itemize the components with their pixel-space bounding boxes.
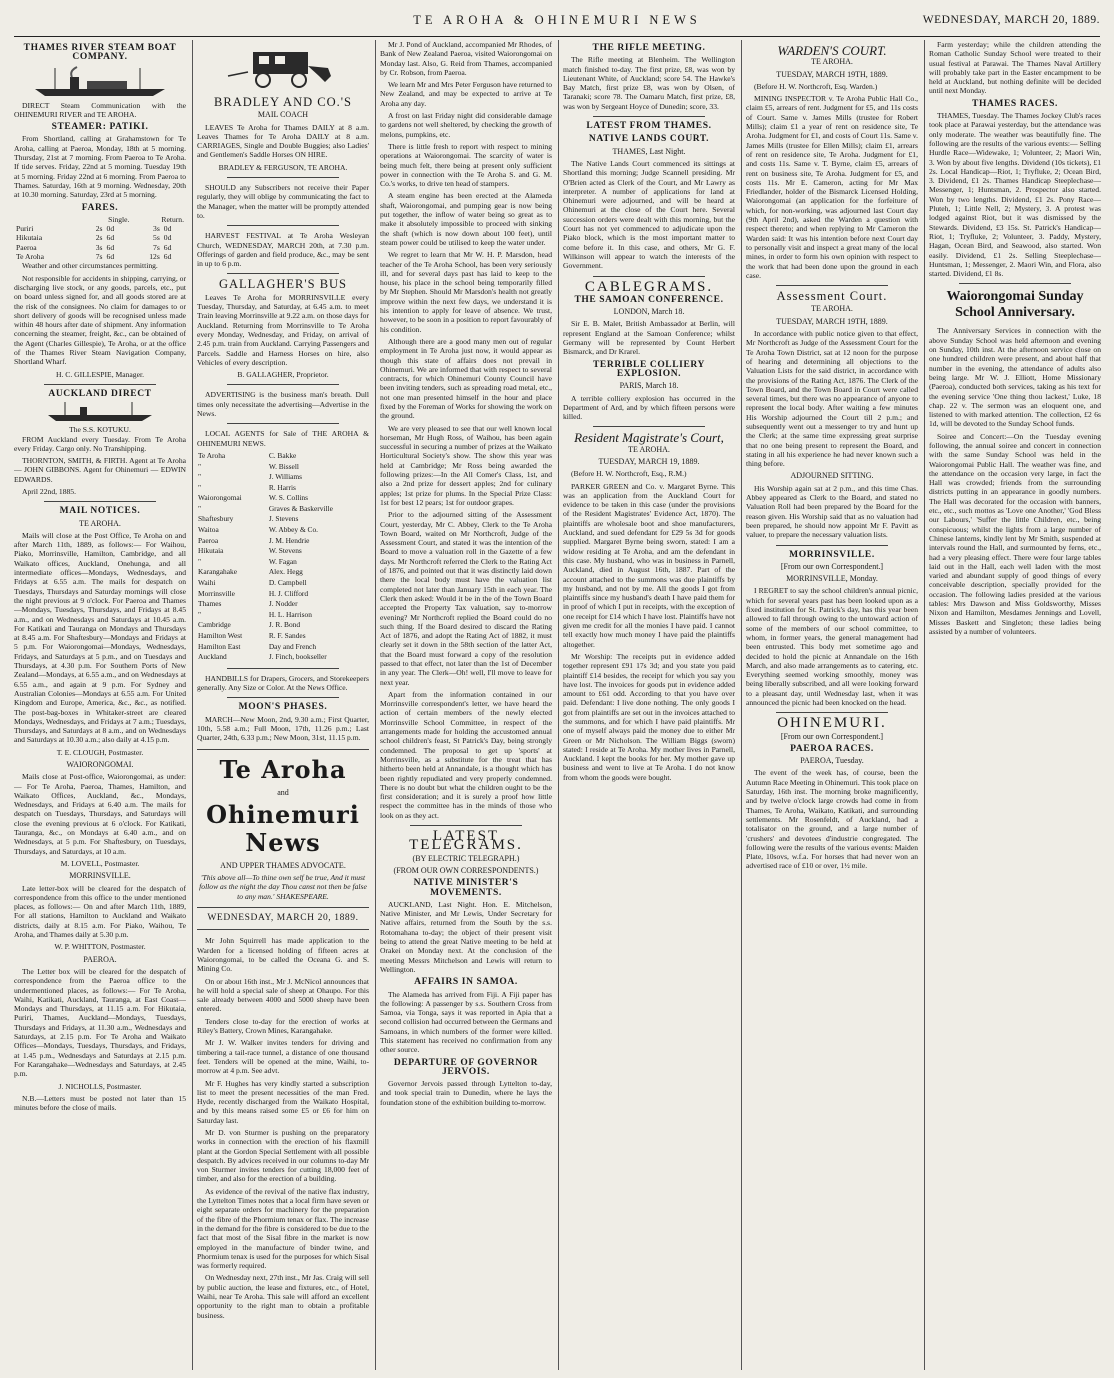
- agent-name: H. J. Clifford: [268, 588, 309, 598]
- agent-place: Karangahake: [198, 567, 237, 577]
- column-4: [563, 40, 735, 1370]
- agent-place: Morrinsville: [198, 588, 235, 598]
- fare-value: 6d: [163, 242, 172, 252]
- wardens-text: MINING INSPECTOR v. Te Aroha Public Hall Co., claim £5, arrears of rent. Judgment for £5, and 11s costs of Court. Same v. James Mills (trustee for Robert Mills); claim £1 a year of rent on residence site, Te Aroha. Judgment for £1, and costs of Court 11s. Same v. James Mills (trustee for Ellen Mills); claim £1, arrears of rent on residence site, Te Aroha. Judgment for £1, and costs 11s. Same v. T. Byrne, claim £5, arrears of rent on business site, Te Aroha. Judgment for £5, and costs 11s. Mr E. Cameron, acting for Mr Max Friedlander, holder of the Bismarck Licensed Holding, Waiorongomai (an application for the forfeiture of which, for non-working, was adjourned last Court day (9th April 2nd), asked the Warden a question with respect thereto; and when replying to Mr Cameron the Warden said: It was his intention before next Court day to personally visit and inspect a great many of the local mines, in order to form his own opinion with respect to the work that had been done upon the ground in each case.: [746, 94, 918, 280]
- agent-place: ": [198, 556, 202, 566]
- native-minister-heading: NATIVE MINISTER'S MOVEMENTS.: [413, 878, 519, 898]
- editorial-paragraph: Mr J. W. Walker invites tenders for driving and timbering a tail-race tunnel, a distance of one thousand feet. Tenders will be opened at the mine, Waihi, to-morrow at 4 p.m. See advt.: [197, 1038, 369, 1076]
- fares-table: [14, 215, 186, 261]
- editorial-paragraph: On or about 16th inst., Mr J. McNicol announces that he will hold a special sale of sheep at Ohaupo. For this sale already between 4000 and 5000 sheep have been entered.: [197, 976, 369, 1014]
- gallagher-text: Leaves Te Aroha for MORRINSVILLE every Tuesday, Thursday, and Saturday, at 6.45 a.m. to meet Train leaving Morrinsville at 9.22 a.m. on those days for Auckland. Returning from Morrinsville to Te Aroha every Monday, Wednesday, and Friday, on arrival of 2.45 p.m. train from Auckland. Carrying Passengers and Parcels. Saddle and Harness Horses on hire, also Vehicles of every description.: [197, 292, 369, 367]
- table-row: [197, 567, 369, 578]
- ohinemuri-heading: OHINEMURI.: [777, 715, 887, 732]
- table-row: [197, 504, 369, 515]
- divider: [227, 384, 339, 385]
- agent-name: D. Campbell: [268, 578, 307, 588]
- fare-value: 5s: [153, 233, 160, 243]
- rifle-heading: THE RIFLE MEETING.: [592, 43, 706, 53]
- news-paragraph: We are very pleased to see that our well known local horseman, Mr Hugh Ross, of Waihou, has been again successful in securing a number of prizes at the Waikato Horticultural Society's show. The show this year was held at Cambridge; Mr Ross being awarded the following prizes:—In the All Comer's Class, 1st, and also a 2nd prize for dessert apples; 2nd for culinary apples; 1st prize for plums. In the Special Prize Class: 1st for best 12 pears; 1st for outdoor grapes.: [380, 423, 552, 507]
- steamer-name: STEAMER: PATIKI.: [51, 122, 149, 133]
- fares-col-return: Return.: [161, 214, 184, 224]
- table-row: [197, 525, 369, 536]
- fare-value: 7s: [95, 252, 103, 262]
- table-row: [197, 610, 369, 621]
- editorial-paragraph: Tenders close to-day for the erection of works at Riley's Battery, Crown Mines, Karangahake.: [197, 1016, 369, 1036]
- masthead-quote: 'This above all—To thine own self be true, And it must follow as the night the day Thou canst not then be false to any man.' SHAKESPEARE.: [199, 873, 367, 901]
- samoan-conference-heading: THE SAMOAN CONFERENCE.: [574, 294, 724, 305]
- masthead-and: and: [277, 787, 289, 797]
- table-row: [197, 514, 369, 525]
- agent-place: Hamilton East: [198, 641, 241, 651]
- adjourned-text: His Worship again sat at 2 p.m., and this time Chas. Abbey appeared as Clerk to the Board, and stated no Valuation Roll had been prepared by the Board for the reason given. His Worship said that as no valuation had been prepared, he should now appoint Mr F. Pavitt as valuer, to prepare the necessary valuation lists.: [746, 483, 918, 540]
- agent-name: W. Bissell: [268, 461, 299, 471]
- fares-terms: Not responsible for accidents in shipping, carrying, or discharging live stock, or any goods, parcels, etc., put on board unless signed for, and all goods stored are at the risk of the consignees. No claim for damages to or short delivery of goods will be recognised unless made within 48 hours after date of shipment. Any information concerning the steamer, freight, &c., can be obtained of the Agent (Charles Gillespie), Te Aroha, or at the office of the Thames River Steam Navigation Company, Shortland Wharf.: [14, 273, 186, 367]
- divider: [227, 273, 339, 274]
- agent-place: Paeroa: [198, 535, 219, 545]
- table-row: [14, 233, 186, 242]
- morr-signature: W. P. WHITTON, Postmaster.: [54, 942, 146, 952]
- agent-name: H. L. Harrison: [268, 609, 312, 619]
- table-row: [197, 642, 369, 653]
- mail-sub-morrinsville: MORRINSVILLE.: [69, 871, 131, 881]
- magistrate-before: (Before H. W. Northcroft, Esq., R.M.): [571, 469, 687, 479]
- assessment-place: TE AROHA.: [811, 304, 853, 314]
- agent-place: Waiorongomai: [198, 493, 242, 503]
- agent-name: R. F. Sandes: [268, 631, 306, 640]
- steamship-icon: [40, 401, 160, 423]
- fare-value: 6d: [106, 233, 115, 243]
- table-row: [197, 652, 369, 663]
- news-paragraph: Mr J. Pond of Auckland, accompanied Mr Rhodes, of Bank of New Zealand Paeroa, visited Waiorongomai on Monday last. Also, G. Reid from Thames, accompanied by Cr. Robson, from Paeroa.: [380, 40, 552, 77]
- table-row: [197, 493, 369, 504]
- assessment-court-heading: Assessment Court.: [776, 289, 888, 304]
- subscriber-notice: SHOULD any Subscribers not receive their Paper regularly, they will oblige by communicating the fact to the Manager, when the matter will be promptly attended to.: [197, 183, 369, 220]
- agent-name: W. Fagan: [268, 556, 297, 566]
- fares-col-single: Single.: [108, 214, 130, 224]
- editorial-paragraph: On Wednesday next, 27th inst., Mr Jas. Craig will sell by public auction, the lease and fixtures, etc., of Hotel, Waihi, near Te Aroha. This sale will afford an excellent opportunity to the right man to obtain a profitable business.: [197, 1273, 369, 1320]
- bradley-heading: BRADLEY AND CO.'S: [214, 95, 352, 109]
- cablegrams-heading: CABLEGRAMS.: [584, 278, 714, 295]
- column-2: [197, 40, 369, 1370]
- steamer-schedule: From Shortland, calling at Grahamstown for Te Aroha, calling at Paeroa, Monday, 18th at 5 morning. Thursday, 21st at 7 morning. From Paeroa to Te Aroha. If tide serves. Friday, 22nd at 5 morning. Tuesday 19th at 5 morning. Friday 22nd at 6 morning. From Paeroa to Thames. Saturday, 16th at 9 morning. Wednesday, 20th at 10.30 morning. Saturday, 23rd at 5 morning.: [14, 134, 186, 200]
- fare-place: Puriri: [16, 224, 34, 234]
- fare-value: 7s: [153, 242, 160, 252]
- agents-table: [197, 451, 369, 663]
- newspaper-title: TE AROHA & OHINEMURI NEWS: [413, 13, 701, 27]
- editorial-paragraph: As evidence of the revival of the native flax industry, the Lyttelton Times notes that a local firm have seven or eight separate orders for machinery for the preparation of the fibre of the Phormium tenax or flax. The increase in the demand for the fibre is considered to be due to the fact that most of the Sisal fibre in the market is now employed in the manufacture of binder twine, and Phormium tenax is used for the purposes for which Sisal was formerly required.: [197, 1186, 369, 1271]
- mail-sub-waiorongomai: WAIORONGOMAI.: [66, 760, 134, 769]
- thames-intro: DIRECT Steam Communication with the OHINEMURI RIVER and TE AROHA.: [14, 100, 186, 119]
- native-lands-court-heading: NATIVE LANDS COURT.: [588, 134, 710, 145]
- news-paragraph: A frost on last Friday night did considerable damage to gardens not well sheltered, by checking the growth of melons, pumpkins, etc.: [380, 111, 552, 139]
- bradley-signature: BRADLEY & FERGUSON, TE AROHA.: [218, 162, 348, 172]
- divider: [227, 225, 339, 226]
- fare-place: Paeroa: [16, 242, 37, 252]
- table-row: [197, 589, 369, 600]
- waior-signature: M. LOVELL, Postmaster.: [60, 858, 140, 868]
- telegrams-sub: (BY ELECTRIC TELEGRAPH.): [412, 853, 520, 863]
- table-row: [197, 536, 369, 547]
- magistrate-court-heading: Resident Magistrate's Court,: [574, 430, 724, 446]
- table-row: [197, 557, 369, 568]
- column-rule: [924, 40, 925, 1370]
- paeroa-text: The Letter box will be cleared for the despatch of correspondence from the Paeroa office to the undermentioned places, as follows:— For Te Aroha, Waihi, Katikati, Auckland, Tauranga, at East Coast—Mondays and Thursdays, at 11.15 a.m. For Hikutaia, Puriri, Thames, Auckland—Mondays, Tuesdays, Thursdays and Fridays, at 11.30 a.m., Wednesdays and Saturdays, at 2.15 p.m. For Te Aroha and Waikato Offices—Mondays, Tuesdays, Thursdays, and Fridays, at 1.45 p.m., Wednesdays and Saturdays at 2.15 p.m. For Karangahake—Wednesdays and Saturdays, at 2.45 p.m.: [14, 966, 186, 1079]
- masthead-ohinemuri-news: Ohinemuri News: [206, 799, 360, 857]
- agent-place: Shaftesbury: [198, 514, 234, 524]
- table-row: [197, 620, 369, 631]
- header-date: WEDNESDAY, MARCH 20, 1889.: [922, 14, 1100, 26]
- gallagher-signature: B. GALLAGHER, Proprietor.: [237, 370, 329, 380]
- issue-date: WEDNESDAY, MARCH 20, 1889.: [207, 913, 359, 924]
- fare-value: 2s: [95, 224, 103, 234]
- agents-heading: LOCAL AGENTS for Sale of THE AROHA & OHINEMURI NEWS.: [197, 429, 369, 448]
- fare-place: Te Aroha: [16, 252, 44, 262]
- mail-sub-te-aroha: TE AROHA.: [79, 518, 121, 528]
- mail-text: Mails will close at the Post Office, Te Aroha on and after March 11th, 1889, as follows:— For Waihou, Piako, Morrinsville, Hamilton, Cambridge, and all Waikato offices, Auckland, Onehunga, and all intermediate offices—Mondays, Wednesdays, and Fridays at 6.55 a.m. The mails for despatch on Tuesdays, Thursdays and Saturday mornings will close the night previous at 9 o'clock. For Paeroa and Thames—Mondays, Tuesdays, Thursdays, and Fridays at 8.45 a.m., and on Wednesdays and Saturdays at 10.45 a.m. For Katikati and Tauranga on Mondays and Thursdays at 8.45 a.m. For Shaftesbury—Mondays and Fridays at 5 p.m. For Waiorongomai—Mondays, Wednesdays, Fridays, and Saturdays at 5 p.m., and on Tuesdays and Thursdays, at 4.30 p.m. For Southern Ports of New Zealand—Mondays, at 6.55 a.m., and on Wednesdays at 6.55 a.m., and again at 9 p.m. For Sydney and Australian Colonies—Mondays at 6.55 a.m. For United Kingdom and Europe, America, &c., &c., as notified. The post-bag-boxes in Whitaker-street are cleared Mondays, Wednesdays, and Fridays at 7 a.m.; Tuesdays, Thursdays, and Saturdays at 8 a.m., and on Wednesdays and Saturdays at 10.30 a.m.; also daily at 4.15 p.m.: [14, 530, 186, 745]
- auckland-ship-name: The S.S. KOTUKU.: [69, 425, 131, 435]
- fare-place: Hikutaia: [16, 233, 43, 243]
- wardens-place: TE AROHA.: [811, 57, 853, 67]
- editorial-paragraph: Mr John Squirrell has made application to the Warden for a licensed holding of fifteen acres at Waiorongomai, to be called the Oceana G. and S. Mining Co.: [197, 936, 369, 974]
- divider: [776, 712, 888, 713]
- table-row: [197, 631, 369, 642]
- fare-value: 0d: [106, 224, 115, 234]
- fare-value: 3s: [153, 224, 160, 234]
- paeroa-signature: J. NICHOLLS, Postmaster.: [58, 1081, 142, 1091]
- agent-name: Graves & Baskerville: [268, 503, 333, 513]
- divider: [959, 283, 1071, 284]
- agent-place: Auckland: [198, 652, 227, 662]
- moon-text: MARCH—New Moon, 2nd, 9.30 a.m.; First Quarter, 10th, 5.58 a.m.; Full Moon, 17th, 11.26 p.m.; Last Quarter, 24th, 6.33 p.m.; New Moon, 31st, 11.15 p.m.: [197, 714, 369, 743]
- morrinsville-sub: [From our own Correspondent.]: [780, 561, 884, 571]
- news-paragraph: Apart from the information contained in our Morrinsville correspondent's letter, we have heard the action of certain members of the newly elected Morrinsville School Committee, in respect of the arrangements made for holding the accustomed annual school children's feast, St Patrick's Day, being strongly condemned. The proposal to get up 'sports' at Morrinsville, as a substitute for the treat that has hitherto been held at Annandale, is a thought which has been rightly repudiated and very properly condemned. There is no doubt but what the children ought to be the first consideration; and it is surely a proof how little respect the committee has in the minds of those who look on as they act.: [380, 689, 552, 820]
- bradley-sub: MAIL COACH: [257, 110, 309, 120]
- table-row: [197, 546, 369, 557]
- agent-place: Hamilton West: [198, 631, 243, 640]
- page-header: [14, 8, 1100, 37]
- agent-place: Thames: [198, 599, 222, 609]
- agent-place: ": [198, 472, 202, 482]
- table-row: [197, 472, 369, 483]
- divider: [197, 929, 369, 930]
- magistrate-text: Mr Worship: The receipts put in evidence added together represent £91 17s 3d; and you state you paid plaintiff £14 besides, the receipt for which you say you have lost. The invoices for goods put in evidence added amount to £61 odd. According to that you have over paid. Defendant: I live done nothing. The only goods I got from plaintiffs are set out in the invoices attached to the summons, and for which I have paid plaintiffs. Mr one of myself always paid the money due to either Mr Green or Mr Nicholson. The William Biggs (sworn) stated: I reside at Te Aroha. My mother lives in Parnell, Auckland. I kept the books for her. My mother gave up business and went to live at Te Aroha. I do not know from whom the goods were bought.: [563, 651, 735, 782]
- agent-place: Waihi: [198, 578, 216, 588]
- columns: [14, 40, 1100, 1370]
- masthead-te-aroha: Te Aroha: [219, 754, 347, 784]
- editorial-paragraph: Mr F. Hughes has very kindly started a subscription list to meet the present necessities of the man Fred. Hyde, recently discharged from the Waikato Hospital, and by this means raised some £5 or £6 for him on Saturday last.: [197, 1078, 369, 1125]
- agent-name: J. Stevens: [268, 514, 299, 524]
- auckland-text: FROM Auckland every Tuesday. From Te Aroha every Friday. Cargo only. No Transhipping.: [14, 434, 186, 453]
- table-row: [197, 483, 369, 494]
- thames-races-heading: THAMES RACES.: [972, 98, 1058, 109]
- telegrams-sub2: (FROM OUR OWN CORRESPONDENTS.): [393, 865, 539, 875]
- agent-name: W. Stevens: [268, 546, 302, 556]
- colliery-text: A terrible colliery explosion has occurred in the Department of Ard, and by which fifteen persons were killed.: [563, 393, 735, 422]
- agent-name: J. Nodder: [268, 599, 298, 609]
- agent-place: ": [198, 482, 202, 492]
- samoan-place: LONDON, March 18.: [613, 307, 685, 317]
- mail-signature: T. E. CLOUGH, Postmaster.: [56, 747, 144, 757]
- paeroa-races-heading: PAEROA RACES.: [790, 743, 874, 754]
- column-rule: [192, 40, 193, 1370]
- table-row: [197, 599, 369, 610]
- divider: [593, 426, 705, 427]
- fare-value: 6d: [106, 242, 115, 252]
- divider: [227, 697, 339, 698]
- jervois-heading: DEPARTURE OF GOVERNOR JERVOIS.: [393, 1057, 539, 1077]
- colliery-place: PARIS, March 18.: [619, 381, 679, 391]
- morr-text: Late letter-box will be cleared for the despatch of correspondence from this office to the under mentioned places, as follows:— On and after March 11th, 1889, For all stations, Hamilton to Auckland and Waikato districts, daily at 8.15 a.m. For Piako, Waihou, Te Aroha, and Thames daily at 5.30 p.m.: [14, 883, 186, 940]
- fare-value: 2s: [95, 233, 103, 243]
- coach-icon: [223, 42, 343, 92]
- news-paragraph: Prior to the adjourned sitting of the Assessment Court, yesterday, Mr C. Abbey, Clerk to the Te Aroha Town Board, waited on Mr Northcroft, Judge of the Assessment Court, and stated it was the intention of the Board to move a valuation roll in the Gazette of a few days. Mr Northcroft referred the Clerk to the Rating Act of 1876, and pointed out that it was distinctly laid down there the local body must have the valuation list completed not later than January 15th in each year. The Clerk then asked: Would it be in the of the Town Board accepted the Property Tax valuation, say to-morrow evening? Mr Northcroft replied the Board could do no such thing. If the Board desired to discard the Rating Act of 1876, and adopt the Rating Act of 1882, it must clearly set it down in the 58th section of the latter Act, that the Board must forward a copy of the resolution passed to that effect, not later than the 1st of December in any year. The Clerk—Oh! well, I'll move to leave for next year.: [380, 510, 552, 687]
- news-paragraph: Although there are a good many men out of regular employment in Te Aroha just now, it would appear as though this state of affairs does not prevail in Ohinemuri. We are informed that with respect to several contracts, for which Ohinemuri County Council have been inviting tenders, such as spreading road metal, etc., not one man presented himself in the hour and place fixed by the Foreman of Works for showing the work on the ground.: [380, 336, 552, 421]
- agent-place: Hikutaia: [198, 546, 224, 556]
- agent-place: Waitoa: [198, 525, 219, 535]
- wardens-before: (Before H. W. Northcroft, Esq. Warden.): [754, 81, 878, 91]
- steamship-icon: [25, 65, 175, 99]
- column-6: [929, 40, 1101, 1370]
- native-minister-text: AUCKLAND, Last Night. Hon. E. Mitchelson, Native Minister, and Mr Lewis, Under Secretary for Native affairs, returned from the South by the s.s. Rotomahana to-day; the object of their present visit being to attend the great Native meeting to be held at Orakei on Monday next. At the conclusion of the meeting Messrs Mitchelson and Lewis will return to Wellington.: [380, 899, 552, 974]
- agent-name: J. Williams: [268, 472, 303, 482]
- divider: [776, 285, 888, 286]
- divider: [227, 177, 339, 178]
- handbills-notice: HANDBILLS for Drapers, Grocers, and Storekeepers generally. Any Size or Color. At the News Office.: [197, 673, 369, 693]
- divider: [410, 825, 522, 826]
- sunday-school-heading: Waiorongomai Sunday School Anniversary.: [946, 289, 1084, 321]
- assessment-date: TUESDAY, MARCH 19TH, 1889.: [776, 316, 888, 326]
- adjourned-heading: ADJOURNED SITTING.: [790, 471, 874, 481]
- samoa-text: The Alameda has arrived from Fiji. A Fiji paper has the following: A passenger by s.s. Southern Cross from Samoa, via Tonga, says it was reported in Apia that a second collision had occurred between the Germans and Samoans, in which numbers of the former were killed. This statement has received no confirmation from any other source.: [380, 989, 552, 1055]
- thames-races-text: THAMES, Tuesday. The Thames Jockey Club's races took place at Parawai yesterday, but the attendance was only moderate. The weather was beautifully fine. The following are the results of the various events:— Selling Hurdle Race—Widewake, 1; Volunteer, 2; Maori Win, 3. Won by about five lengths. Dividend (10s tickets), £1 2s. Local Handicap—Riot, 1; Tryfluke, 2; Ocean Bird, 3. Dividend, £1 2s. Thames Handicap Steeplechase—Messenger, 1; Huntsman, 2. Prospector also started. Won by two lengths. Dividend, £1 2s. Pony Race—Pluteh, 1; Little Nell, 2; Mystery, 3. A protest was lodged against Riot, but it was dismissed by the Stewards. Dividend, £3 15s. St. Patrick's Handicap—Riot, 1; Tryfluke, 2; Volunteer, 3. Paddy, Mystery, Hagan, Ocean Bird, and Seawood, also started. Won easily. Dividend, £1 2s. Selling Steeplechase—Huntsman, 1; Messenger, 2. Maori Win, and Flora, also started. Dividend, £1 8s.: [929, 111, 1101, 279]
- morrinsville-text: I REGRET to say the school children's annual picnic, which for several years past has been looked upon as a fixed institution for St. Patrick's day, has this year been allowed to fall through owing to the untoward action of some of the members of our school committee, to whom, in former years, the general management had been entrusted. This body met sometime ago and decided to hold the picnic at Annandale on the 16th March, and also made arrangements as to catering, etc. Everything seemed working smoothly, money was being liberally subscribed, and all were looking forward to a pleasant day, until Wednesday last, when it was announced the picnic had been knocked on the head.: [746, 586, 918, 707]
- agent-name: J. Finch, bookseller: [268, 652, 327, 662]
- news-paragraph: Farm yesterday; while the children attending the Roman Catholic Sunday School were treated to their usual festival at Parawai. The Thames Naval Artillery will probably take part in the Easter encampment to be held at Auckland, but nothing definite will be decided until next Monday.: [929, 40, 1101, 96]
- table-row: [197, 462, 369, 473]
- races-text: The event of the week has, of course, been the Autumn Race Meeting in Ohinemuri. This took place on Saturday, 16th inst. The morning broke magnificently, and by twelve o'clock large crowds had come in from Thames, Te Aroha, Waikato, Katikati, and surrounding settlements. Mr Rosenfeldt, of Auckland, had a totalisator on the ground, and a large number of 'crushers' and devotees d'industrie congregated. The following were the results of the various events: Maiden Plate, 10sovs, w.f.a. For horses that had never won an advertised race of £10 or over, 1½ mile.: [746, 768, 918, 871]
- table-row: [14, 243, 186, 252]
- native-court-text: The Native Lands Court commenced its sittings at Shortland this morning; Judge Scannell presiding. Mr O'Brien acted as Clerk of the Court, and Mr Lawry as interpreter. A number of applications for land at Ohinemuri were adjourned, and will be heard at Ohinemuri at the close of the Court here. Several succession orders were dealt with this morning, but the Court has not yet commenced to adjudicate upon the Piako block, which is the most important matter to come before it. In this case, and others, Mr G. F. Wilkinson will appear to watch the interests of the Government.: [563, 158, 735, 271]
- table-row: [197, 578, 369, 589]
- mail-sub-paeroa: PAEROA.: [83, 954, 117, 964]
- rifle-text: The Rifle meeting at Blenheim. The Wellington match finished to-day. The first prize, £8, was won by Lieutenant White, of Auckland; score 54. The Hawke's Bay Match, first prize £8, was won by Olsen, of Taranaki; score 78. The Oamaru Match, first prize, £8, was won by Sergeant Hoyce of Dunedin; score, 33.: [563, 55, 735, 111]
- wardens-date: TUESDAY, MARCH 19TH, 1889.: [776, 69, 888, 79]
- fare-value: 12s: [149, 252, 160, 262]
- auckland-date: April 22nd, 1885.: [22, 486, 76, 496]
- column-1: [14, 40, 186, 1370]
- gallagher-heading: GALLAGHER'S BUS: [218, 277, 348, 292]
- thames-signature: H. C. GILLESPIE, Manager.: [56, 369, 144, 379]
- agent-place: Te Aroha: [198, 450, 226, 460]
- soiree-text: Soiree and Concert:—On the Tuesday evening following, the annual soiree and concert in connection with the same Sunday School was held in the Waiorongomai Public Hall. The weather was fine, and the attendance on the occasion very large, in fact the Hall was crowded; friends from the surrounding districts putting in an appearance in goodly numbers. The Hall was decorated for the occasion with banners, etc., etc., such mottos as 'Love one Another,' 'God Bless our Labours,' 'Suffer the little Children, etc., being conspicuous; whilst the lights from a large number of Chinese lanterns, kindly lent by Mr Smith, suspended at intervals round the Hall, and surmounted by ferns, etc., had a very pleasing effect. There were four large tables laid out in the Hall, each well laden with the most varied and abundant supply of good things of every conceivable description, specially provided for the occasion. The following ladies presided at the various tables: Mrs Dawson and Miss Goldsworthy, Misses Nixon and Hamilton, Mesdames Jennings and Lovell, Misses Baskett and Singleton; these ladies being assisted by a number of volunteers.: [929, 431, 1101, 636]
- auckland-agents: THORNTON, SMITH, & FIRTH. Agent at Te Aroha — JOHN GIBBONS. Agent for Ohinemuri — EDWIN EDWARDS.: [14, 456, 186, 484]
- column-rule: [558, 40, 559, 1370]
- sunday-school-text: The Anniversary Services in connection with the above Sunday School was held afternoon and evening on Sunday, 10th inst. At the afternoon service close on one hundred children were present, and about half that number in the evening, the attendance of adults also being large. Mr W. J. Elliott, Home Missionary (Paeroa), conducted both services, taking as his text for the evening service 'One thing thou lackest,' Luke, 18 chap. 22 v. The sermon was an eloquent one, and listened to with marked attention. The collection, £2 6s 1d, will be devoted to the Sunday School funds.: [929, 326, 1101, 429]
- morrinsville-heading: MORRINSVILLE.: [789, 549, 875, 560]
- agent-place: Cambridge: [198, 620, 231, 630]
- fare-value: 6d: [106, 252, 115, 262]
- divider: [227, 423, 339, 424]
- magistrate-text: PARKER GREEN and Co. v. Margaret Byrne. This was an application from the Auckland Court for evidence to be taken in this case (under the provisions of the Resident Magistrates' Evidence Act, 1870). The plaintiffs are wholesale boot and shoe manufacturers, Auckland, and sued defendant for £29 5s 3d for goods supplied. Margaret Byrne being sworn, stated: I am a widow residing at Te Aroha, and am the defendant in this case. My husband, who was in business in Parnell, Auckland, died in August 16th, 1887. Part of the account attached to the summons was due plaintiffs by my husband, and not by me. All the goods I got from plaintiffs since my husband's death I have paid them for in proof of which I put in receipts, with the exception of one receipt for £14 which I have lost. Plaintiffs have not given me credit for all the monies I have paid. I cannot tell exactly how much money I have paid the plaintiffs altogether.: [563, 481, 735, 649]
- morrinsville-place: MORRINSVILLE, Monday.: [786, 574, 878, 584]
- fare-value: 0d: [163, 224, 172, 234]
- auckland-direct-heading: AUCKLAND DIRECT: [48, 388, 152, 399]
- agent-name: Alex. Hegg: [268, 567, 303, 577]
- colliery-heading: TERRIBLE COLLIERY EXPLOSION.: [592, 359, 706, 379]
- agent-place: ": [198, 461, 202, 471]
- samoa-heading: AFFAIRS IN SAMOA.: [414, 977, 518, 988]
- table-row: [14, 252, 186, 261]
- column-rule: [741, 40, 742, 1370]
- fares-header-row: [14, 215, 186, 224]
- divider: [44, 384, 156, 385]
- fares-note: Weather and other circumstances permitting.: [22, 261, 158, 271]
- samoan-text: Sir E. B. Malet, British Ambassador at Berlin, will represent England at the Samoan Conference; whilst Germany will be represented by Count Herbert Bismarck, and Dr Krarel.: [563, 319, 735, 357]
- divider: [197, 749, 369, 750]
- jervois-text: Governor Jervois passed through Lyttelton to-day, and took special train to Dunedin, where he lays the foundation stone of the exhibition building to-morrow.: [380, 1079, 552, 1107]
- news-paragraph: There is little fresh to report with respect to mining operations at Waiorongomai. The scarcity of water is being much felt, there being at present only sufficient power in connection with the Te Aroha S. and G. M. Co.'s works, to drive ten head of stampers.: [380, 141, 552, 189]
- agent-name: Day and French: [268, 641, 317, 651]
- magistrate-date: TUESDAY, MARCH 19, 1889.: [598, 456, 700, 466]
- wardens-court-heading: WARDEN'S COURT.: [777, 43, 887, 58]
- advertising-notice: ADVERTISING is the business man's breath. Dull times only necessitate the advertising—Advertise in the News.: [197, 390, 369, 419]
- table-row: [197, 451, 369, 462]
- agent-place: ": [198, 609, 202, 619]
- divider: [227, 668, 339, 669]
- agent-name: W. Abbey & Co.: [268, 525, 319, 535]
- agent-place: ": [198, 503, 202, 513]
- latest-thames-heading: LATEST FROM THAMES.: [586, 121, 712, 132]
- mail-notices-heading: MAIL NOTICES.: [59, 506, 141, 517]
- assessment-text: In accordance with public notice given to that effect, Mr Northcroft as Judge of the Assessment Court for the Te Aroha Town District, sat at 12 noon for the purpose of hearing and determining all objections to the Valuation Lists for the said district, in accordance with the provisions of the Rating Act, 1876. The Clerk of the Town Board, and the Town Board in Court were called several times, but there was no appearance of anyone to represent the local body. After waiting a few minutes His Worship adjourned the Court till 2 p.m.; and subsequently went out a messenger to try and hunt up the Clerk; at the same time expressing great surprise that no one being present to represent the Board, and stating in all his experience he had never known such a thing before.: [746, 329, 918, 469]
- waior-text: Mails close at Post-office, Waiorongomai, as under:— For Te Aroha, Paeroa, Thames, Hamilton, and Waikato Offices, Auckland, &c., Mondays, Wednesdays, and Fridays at 6.40 a.m. The mails for despatch on Tuesdays, Thursdays, and Saturdays will close the evening previous at 6 o'clock. For Katikati, Tauranga, &c., on Mondays at 6.40 a.m., and on Wednesdays, at 5 p.m. For Shaftesbury, on Tuesdays, Thursdays, and Saturdays, at 10 a.m.: [14, 772, 186, 856]
- news-paragraph: A steam engine has been erected at the Alameda shaft, Waiorongomai, and pumping gear is now being put together, the inflow of water being so great as to make it absolutely impossible to proceed with sinking the shaft (which is now down about 100 feet), until steam power could be utilised to keep the water under.: [380, 191, 552, 247]
- fare-value: 3s: [95, 242, 103, 252]
- magistrate-place: TE AROHA.: [628, 444, 670, 454]
- table-row: [14, 224, 186, 233]
- column-3: [380, 40, 552, 1370]
- native-court-place: THAMES, Last Night.: [612, 146, 686, 156]
- agent-name: W. S. Collins: [268, 493, 308, 503]
- paeroa-note: N.B.—Letters must be posted not later than 15 minutes before the close of mails.: [14, 1093, 186, 1113]
- bradley-text: LEAVES Te Aroha for Thames DAILY at 8 a.m. Leaves Thames for Te Aroha DAILY at 8 a.m. CARRIAGES, Single and Double Buggies; also Ladies' and Gentlemen's Saddle Horses ON HIRE.: [197, 122, 369, 160]
- divider: [197, 907, 369, 908]
- column-5: [746, 40, 918, 1370]
- latest-telegrams-heading: LATEST TELEGRAMS.: [409, 828, 523, 854]
- agent-name: J. R. Bond: [268, 620, 301, 630]
- races-place: PAEROA, Tuesday.: [800, 756, 864, 766]
- fare-value: 0d: [163, 233, 172, 243]
- divider: [776, 545, 888, 546]
- news-paragraph: We regret to learn that Mr W. H. P. Marsdon, head teacher of the Te Aroha School, has been very seriously ill, and for several days past has laid to keep to the house, his place in the school being temporarily filled by Mr Stephen. Should Mr Marsdon's health not greatly improve within the next few days, we understand it is his intention to apply for leave of absence. We trust, however, to be soon in a position to report favourably of his condition.: [380, 250, 552, 334]
- masthead-subtitle: AND UPPER THAMES ADVOCATE.: [220, 860, 346, 870]
- news-paragraph: We learn Mr and Mrs Peter Ferguson have returned to New Zealand, and may be expected to arrive at Te Aroha any day.: [380, 80, 552, 108]
- thames-steam-heading: THAMES RIVER STEAM BOAT COMPANY.: [23, 43, 177, 63]
- harvest-festival: HARVEST FESTIVAL at Te Aroha Wesleyan Church, WEDNESDAY, MARCH 20th, at 7.30 p.m. Offerings of garden and field produce, &c., may be sent in up to 6 p.m.: [197, 231, 369, 269]
- divider: [593, 116, 705, 117]
- divider: [593, 276, 705, 277]
- ohinemuri-sub: [From our own Correspondent.]: [780, 731, 884, 741]
- agent-name: J. M. Hendrie: [268, 535, 310, 545]
- fare-value: 6d: [163, 252, 172, 262]
- agent-name: C. Bakke: [268, 450, 297, 460]
- divider: [44, 501, 156, 502]
- moon-heading: MOON'S PHASES.: [238, 702, 328, 713]
- fares-heading: FARES.: [81, 202, 119, 213]
- editorial-paragraph: Mr D. von Sturmer is pushing on the preparatory works in connection with the erection of his flaxmill plant at the Gordon Special Settlement with all possible despatch. By advices received in our columns to-day Mr von Sturmer invites tenders for cutting 18,000 feet of timber, and also for the erection of a building.: [197, 1127, 369, 1184]
- column-rule: [375, 40, 376, 1370]
- agent-name: R. Harris: [268, 482, 296, 492]
